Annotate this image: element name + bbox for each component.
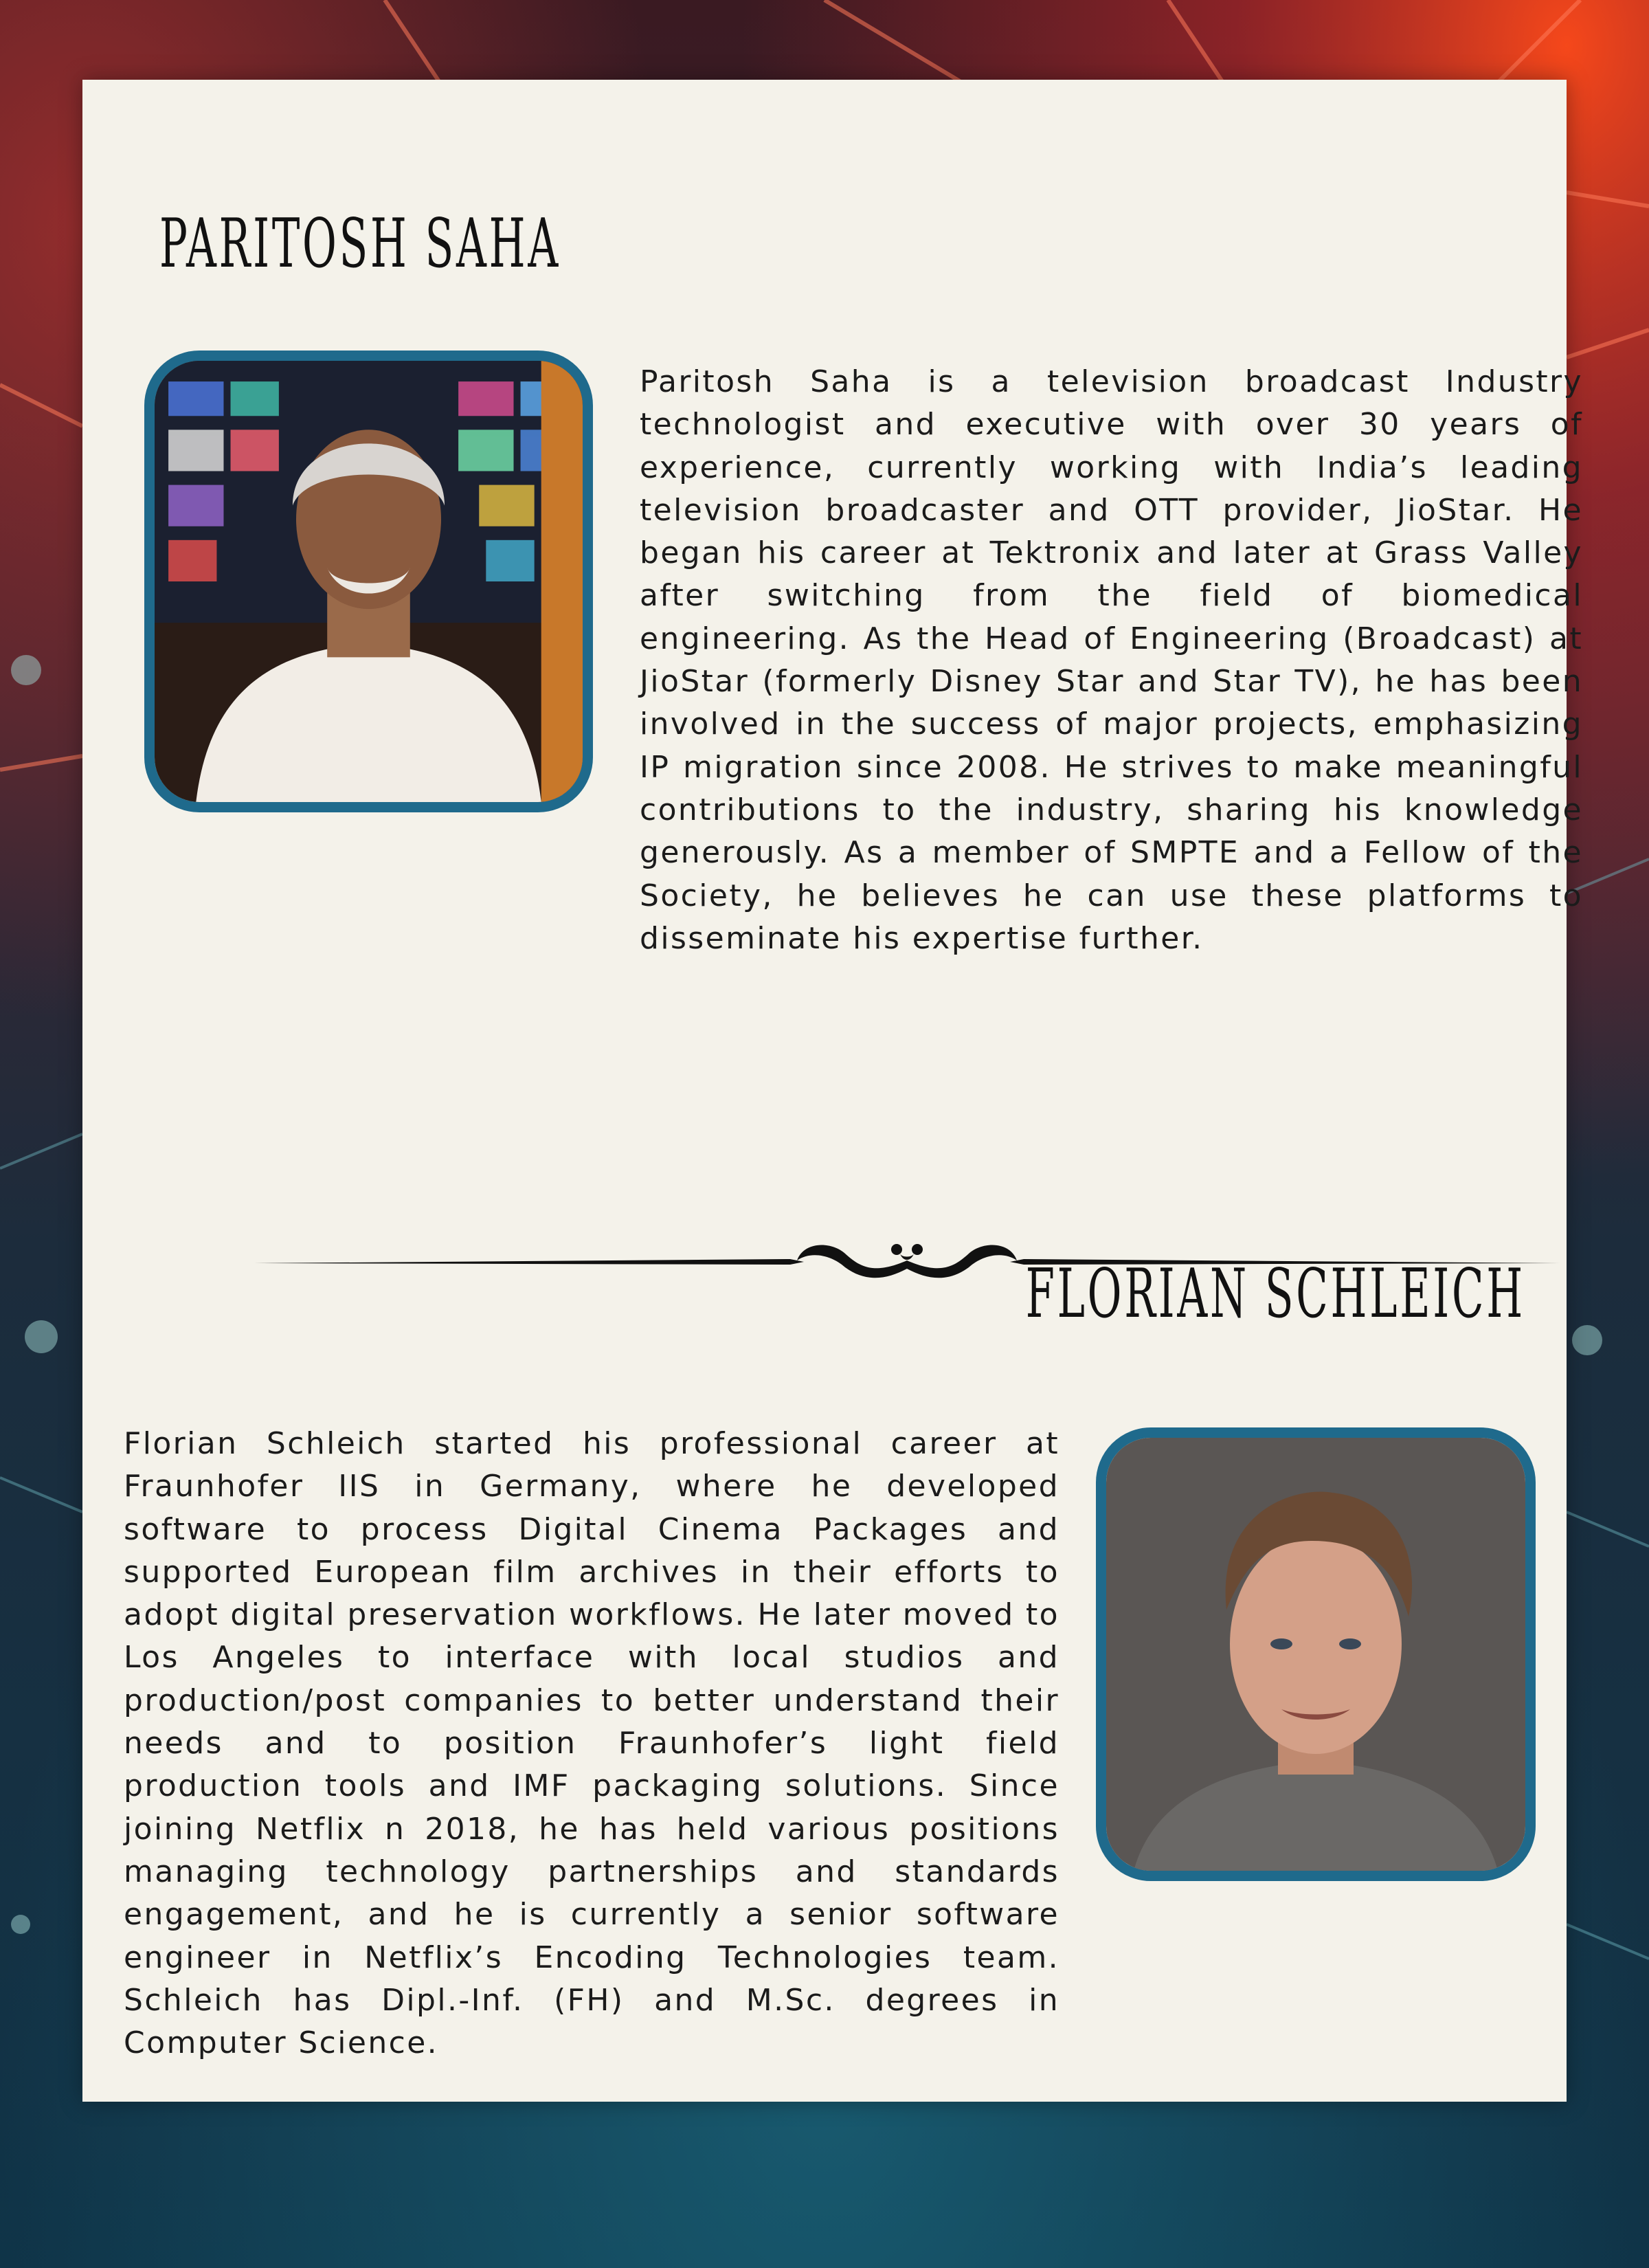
speaker-bio-paritosh-saha: Paritosh Saha is a television broadcast Industry technologist and executive with over 30 years of experience, currently working with India’s leading television broadcaster and OTT provider, JioStar. He began his career at Tektronix and later at Grass Valley after switching from the field of biomedical engineering. As the Head of Engineering (Broadcast) at JioStar (formerly Disney Star and Star TV), he has been involved in the success of major projects, emphasizing IP migration since 2008. He strives to make meaningful contributions to the industry, sharing his knowledge generously. As a member of SMPTE and a Fellow of the Society, he believes he can use these platforms to disseminate his expertise further. xyxy=(640,364,1583,956)
speaker-name-paritosh-saha: PARITOSH SAHA xyxy=(159,205,561,283)
speaker-name-florian-schleich: FLORIAN SCHLEICH xyxy=(1025,1255,1525,1333)
speaker-photo-florian-schleich xyxy=(1096,1427,1536,1881)
portrait-placeholder-paritosh xyxy=(155,361,583,802)
speaker-photo-paritosh-saha xyxy=(144,351,593,812)
speaker-bio-florian-schleich: Florian Schleich started his professional career at Fraunhofer IIS in Germany, where he developed software to process Digital Cinema Packages and supported European film archives in their efforts to adopt digital preservation workflows. He later moved to Los Angeles to interface with local studios and production/post companies to better understand their needs and to position Fraunhofer’s light field production tools and IMF packaging solutions. Since joining Netflix n 2018, he has held various positions managing technology partnerships and standards engagement, and he is currently a senior software engineer in Netflix’s Encoding Technologies team. Schleich has Dipl.-Inf. (FH) and M.Sc. degrees in Computer Science. xyxy=(124,1426,1059,2061)
portrait-placeholder-florian xyxy=(1106,1438,1525,1871)
speaker-bio-card xyxy=(82,80,1583,2102)
